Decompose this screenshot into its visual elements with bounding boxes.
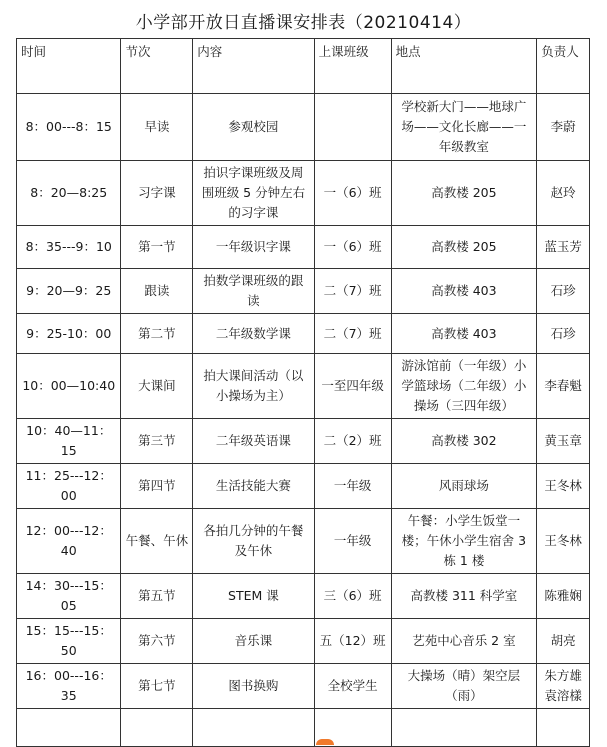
cell-class: 一年级 bbox=[314, 509, 391, 574]
cell-time: 9：25-10：00 bbox=[17, 314, 121, 354]
cell-time: 16：00---16：35 bbox=[17, 664, 121, 709]
cell-person: 黄玉章 bbox=[537, 419, 590, 464]
cell-period: 第四节 bbox=[121, 464, 193, 509]
cell-person: 李春魁 bbox=[537, 354, 590, 419]
cell-period: 午餐、午休 bbox=[121, 509, 193, 574]
schedule-table bbox=[16, 38, 590, 747]
cell-person: 石珍 bbox=[537, 314, 590, 354]
cell-content bbox=[193, 709, 314, 747]
cell-class: 一（6）班 bbox=[314, 161, 391, 226]
decorative-mark bbox=[316, 739, 334, 745]
cell-content: 一年级识字课 bbox=[193, 226, 314, 269]
cell-content: STEM 课 bbox=[193, 574, 314, 619]
cell-location: 高教楼 205 bbox=[391, 161, 537, 226]
cell-person: 石珍 bbox=[537, 269, 590, 314]
cell-person: 王冬林 bbox=[537, 509, 590, 574]
cell-time: 9：20—9：25 bbox=[17, 269, 121, 314]
cell-time: 8：00---8：15 bbox=[17, 94, 121, 161]
header-class: 上课班级 bbox=[314, 39, 391, 94]
cell-class: 一（6）班 bbox=[314, 226, 391, 269]
cell-content: 拍大课间活动（以小操场为主） bbox=[193, 354, 314, 419]
cell-time: 12：00---12：40 bbox=[17, 509, 121, 574]
cell-content: 参观校园 bbox=[193, 94, 314, 161]
cell-person bbox=[537, 709, 590, 747]
table-row bbox=[17, 664, 590, 709]
cell-class bbox=[314, 94, 391, 161]
cell-time: 10：00—10:40 bbox=[17, 354, 121, 419]
cell-period: 第七节 bbox=[121, 664, 193, 709]
header-person: 负责人 bbox=[537, 39, 590, 94]
table-header-row bbox=[17, 39, 590, 94]
cell-period: 习字课 bbox=[121, 161, 193, 226]
cell-period: 跟读 bbox=[121, 269, 193, 314]
cell-class: 二（7）班 bbox=[314, 314, 391, 354]
cell-period: 第五节 bbox=[121, 574, 193, 619]
cell-period: 第三节 bbox=[121, 419, 193, 464]
cell-content: 拍识字课班级及周围班级 5 分钟左右的习字课 bbox=[193, 161, 314, 226]
cell-time: 11：25---12：00 bbox=[17, 464, 121, 509]
cell-person: 陈雅娴 bbox=[537, 574, 590, 619]
cell-period bbox=[121, 709, 193, 747]
cell-time: 10：40—11：15 bbox=[17, 419, 121, 464]
table-row bbox=[17, 509, 590, 574]
cell-content: 二年级数学课 bbox=[193, 314, 314, 354]
cell-period: 早读 bbox=[121, 94, 193, 161]
cell-location: 学校新大门——地球广场——文化长廊——一年级教室 bbox=[391, 94, 537, 161]
table-row bbox=[17, 161, 590, 226]
cell-location: 风雨球场 bbox=[391, 464, 537, 509]
table-row bbox=[17, 314, 590, 354]
cell-class: 一年级 bbox=[314, 464, 391, 509]
cell-content: 各拍几分钟的午餐及午休 bbox=[193, 509, 314, 574]
header-period: 节次 bbox=[121, 39, 193, 94]
cell-class: 二（7）班 bbox=[314, 269, 391, 314]
cell-time bbox=[17, 709, 121, 747]
cell-person: 胡亮 bbox=[537, 619, 590, 664]
cell-person: 李蔚 bbox=[537, 94, 590, 161]
cell-class: 二（2）班 bbox=[314, 419, 391, 464]
page-title: 小学部开放日直播课安排表（20210414） bbox=[135, 13, 472, 33]
cell-period: 第六节 bbox=[121, 619, 193, 664]
cell-content: 图书换购 bbox=[193, 664, 314, 709]
cell-period: 大课间 bbox=[121, 354, 193, 419]
cell-person: 王冬林 bbox=[537, 464, 590, 509]
cell-location: 高教楼 403 bbox=[391, 314, 537, 354]
cell-time: 8：20—8:25 bbox=[17, 161, 121, 226]
table-row bbox=[17, 226, 590, 269]
table-row bbox=[17, 574, 590, 619]
cell-content: 生活技能大赛 bbox=[193, 464, 314, 509]
cell-location: 大操场（晴）架空层（雨） bbox=[391, 664, 537, 709]
cell-class: 五（12）班 bbox=[314, 619, 391, 664]
cell-location: 午餐：小学生饭堂一楼；午休小学生宿舍 3 栋 1 楼 bbox=[391, 509, 537, 574]
cell-location: 高教楼 205 bbox=[391, 226, 537, 269]
cell-period: 第二节 bbox=[121, 314, 193, 354]
cell-person: 赵玲 bbox=[537, 161, 590, 226]
cell-time: 8：35---9：10 bbox=[17, 226, 121, 269]
cell-class: 三（6）班 bbox=[314, 574, 391, 619]
cell-content: 二年级英语课 bbox=[193, 419, 314, 464]
table-row bbox=[17, 419, 590, 464]
table-row bbox=[17, 94, 590, 161]
cell-period: 第一节 bbox=[121, 226, 193, 269]
header-content: 内容 bbox=[193, 39, 314, 94]
cell-location: 游泳馆前（一年级）小学篮球场（二年级）小操场（三四年级） bbox=[391, 354, 537, 419]
cell-content: 拍数学课班级的跟读 bbox=[193, 269, 314, 314]
table-row bbox=[17, 354, 590, 419]
table-row bbox=[17, 619, 590, 664]
cell-content: 音乐课 bbox=[193, 619, 314, 664]
header-time: 时间 bbox=[17, 39, 121, 94]
cell-class: 一至四年级 bbox=[314, 354, 391, 419]
table-row bbox=[17, 269, 590, 314]
cell-location: 高教楼 311 科学室 bbox=[391, 574, 537, 619]
table-row bbox=[17, 464, 590, 509]
cell-class: 全校学生 bbox=[314, 664, 391, 709]
table-row-empty bbox=[17, 709, 590, 747]
cell-person: 蓝玉芳 bbox=[537, 226, 590, 269]
cell-person: 朱方雄 袁溶樣 bbox=[537, 664, 590, 709]
cell-time: 15：15---15：50 bbox=[17, 619, 121, 664]
cell-location: 高教楼 302 bbox=[391, 419, 537, 464]
cell-time: 14：30---15：05 bbox=[17, 574, 121, 619]
header-location: 地点 bbox=[391, 39, 537, 94]
cell-location bbox=[391, 709, 537, 747]
cell-location: 高教楼 403 bbox=[391, 269, 537, 314]
cell-location: 艺苑中心音乐 2 室 bbox=[391, 619, 537, 664]
